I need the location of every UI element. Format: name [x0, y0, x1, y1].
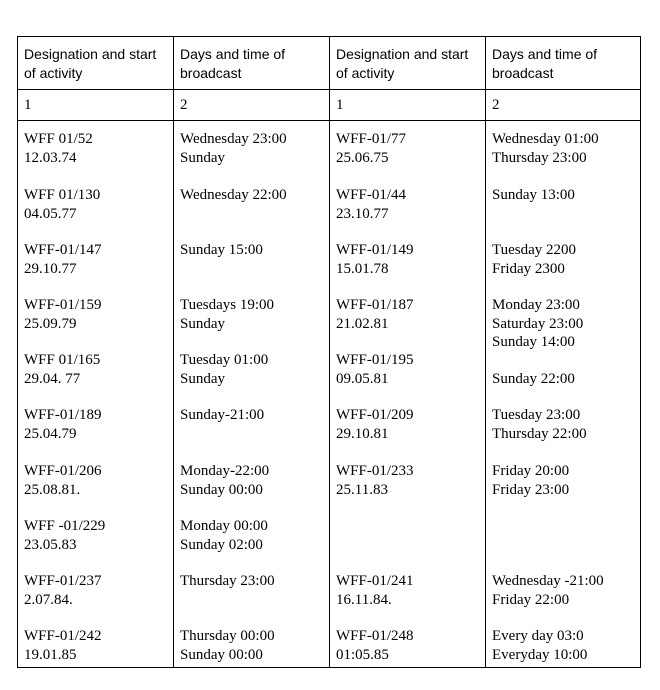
- designation-cell: WFF-01/159 25.09.79: [24, 297, 102, 332]
- column-number-4: 2: [492, 97, 500, 113]
- broadcast-time-cell: Monday 00:00 Sunday 02:00: [180, 518, 268, 553]
- broadcast-time-cell: Every day 03:0 Everyday 10:00: [492, 628, 588, 663]
- broadcast-time-cell: Sunday 15:00: [180, 242, 263, 258]
- column-number-3: 1: [336, 97, 344, 113]
- broadcast-time-cell: Tuesday 01:00 Sunday: [180, 352, 269, 387]
- column-divider: [485, 37, 486, 667]
- header-designation-1: Designation and start of activity: [24, 46, 157, 81]
- designation-cell: WFF 01/52 12.03.74: [24, 131, 93, 166]
- column-divider: [329, 37, 330, 667]
- broadcast-time-cell: Sunday-21:00: [180, 407, 265, 423]
- broadcast-time-cell: Tuesday 2200 Friday 2300: [492, 242, 577, 277]
- column-number-1: 1: [24, 97, 32, 113]
- designation-cell: WFF-01/209 29.10.81: [336, 407, 414, 442]
- designation-cell: WFF 01/130 04.05.77: [24, 187, 101, 222]
- broadcast-time-cell: Thursday 23:00: [180, 573, 275, 589]
- broadcast-time-cell: Wednesday 01:00 Thursday 23:00: [492, 131, 599, 166]
- designation-cell: WFF-01/187 21.02.81: [336, 297, 414, 332]
- header-divider: [18, 89, 640, 90]
- broadcast-table: [17, 36, 641, 668]
- broadcast-time-cell: Wednesday 22:00: [180, 187, 287, 203]
- designation-cell: WFF-01/241 16.11.84.: [336, 573, 414, 608]
- designation-cell: WFF-01/189 25.04.79: [24, 407, 102, 442]
- broadcast-time-cell: Tuesday 23:00 Thursday 22:00: [492, 407, 587, 442]
- broadcast-time-cell: Tuesdays 19:00 Sunday: [180, 297, 275, 332]
- broadcast-time-cell: Sunday 22:00: [492, 371, 575, 387]
- designation-cell: WFF-01/242 19.01.85: [24, 628, 102, 663]
- broadcast-time-cell: Wednesday 23:00 Sunday: [180, 131, 287, 166]
- number-row-divider: [18, 120, 640, 121]
- designation-cell: WFF-01/77 25.06.75: [336, 131, 407, 166]
- header-designation-2: Designation and start of activity: [336, 46, 469, 81]
- broadcast-time-cell: Thursday 00:00 Sunday 00:00: [180, 628, 275, 663]
- designation-cell: WFF-01/248 01:05.85: [336, 628, 414, 663]
- column-divider: [173, 37, 174, 667]
- broadcast-time-cell: Friday 20:00 Friday 23:00: [492, 463, 570, 498]
- designation-cell: WFF-01/44 23.10.77: [336, 187, 407, 222]
- designation-cell: WFF-01/195 09.05.81: [336, 352, 414, 387]
- designation-cell: WFF-01/237 2.07.84.: [24, 573, 102, 608]
- column-number-2: 2: [180, 97, 188, 113]
- broadcast-time-cell: Monday-22:00 Sunday 00:00: [180, 463, 270, 498]
- broadcast-time-cell: Monday 23:00 Saturday 23:00 Sunday 14:00: [492, 297, 584, 350]
- broadcast-time-cell: Sunday 13:00: [492, 187, 575, 203]
- designation-cell: WFF-01/149 15.01.78: [336, 242, 414, 277]
- designation-cell: WFF-01/147 29.10.77: [24, 242, 102, 277]
- header-days-time-1: Days and time of broadcast: [180, 46, 286, 81]
- broadcast-time-cell: Wednesday -21:00 Friday 22:00: [492, 573, 604, 608]
- designation-cell: WFF-01/233 25.11.83: [336, 463, 414, 498]
- designation-cell: WFF 01/165 29.04. 77: [24, 352, 101, 387]
- header-days-time-2: Days and time of broadcast: [492, 46, 598, 81]
- designation-cell: WFF -01/229 23.05.83: [24, 518, 106, 553]
- designation-cell: WFF-01/206 25.08.81.: [24, 463, 102, 498]
